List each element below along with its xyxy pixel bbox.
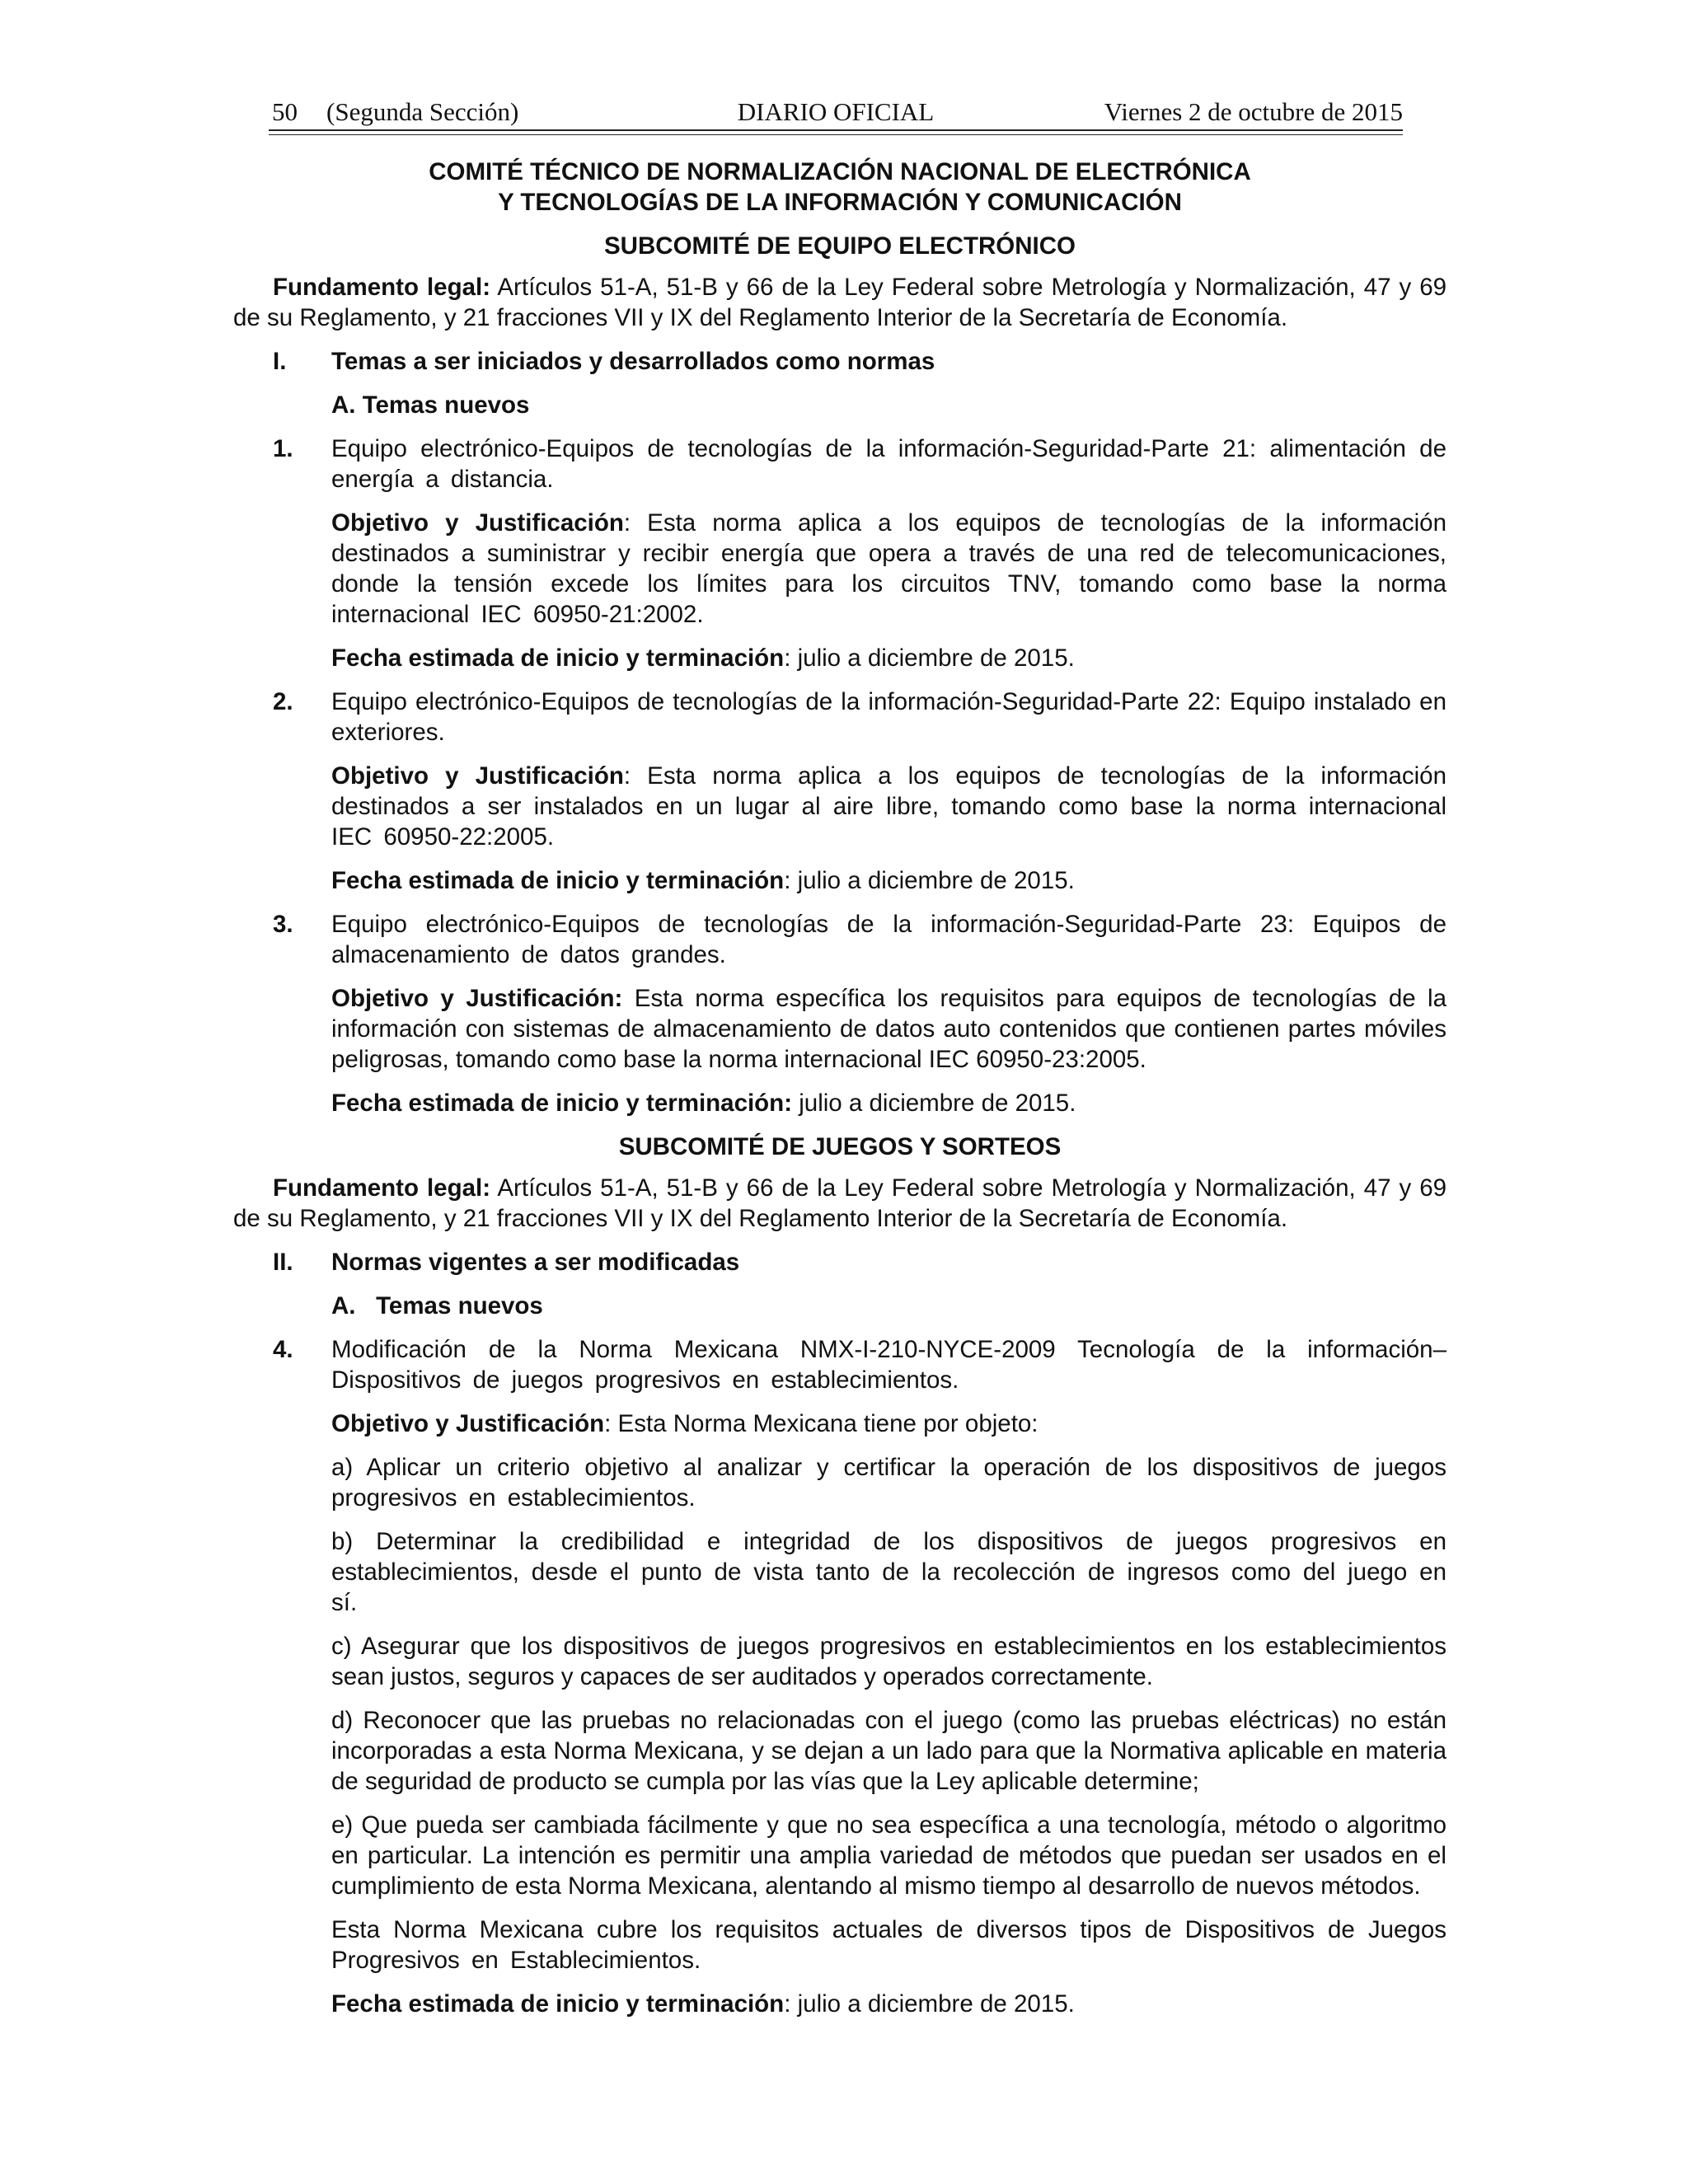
- publication-title: DIARIO OFICIAL: [737, 97, 935, 126]
- section-title: Normas vigentes a ser modificadas: [331, 1249, 740, 1276]
- section-number: II.: [273, 1249, 293, 1276]
- objective-text: Esta norma específica los requisitos para equipos de tecnologías de la información con sistemas de almacenamiento de datos auto contenidos que contienen partes móviles peligrosas, tomando como base la norma internacional IEC 60950-23:2005.: [331, 985, 1447, 1073]
- objective-point: b) Determinar la credibilidad e integridad de los dispositivos de juegos progresivos en establecimientos, desde el punto de vista tanto de la recolección de ingresos como del juego en sí.: [331, 1528, 1447, 1616]
- item-number: 4.: [273, 1336, 293, 1363]
- section-number: I.: [273, 348, 287, 375]
- header-rule-thin: [269, 134, 1403, 135]
- objective-text: : Esta norma aplica a los equipos de tecnologías de la información destinados a suministrar y recibir energía que opera a través de una red de telecomunicaciones, donde la tensión excede los límites para los circuitos TNV, tomando como base la norma internacional IEC 60950-21:2002.: [331, 509, 1447, 628]
- objective-point: c) Asegurar que los dispositivos de juegos progresivos en establecimientos en los establecimientos sean justos, seguros y capaces de ser auditados y operados correctamente.: [331, 1633, 1447, 1690]
- section-title: Temas a ser iniciados y desarrollados como normas: [331, 348, 935, 375]
- section-heading: [233, 1247, 1447, 1277]
- subsection-heading: A. Temas nuevos: [331, 391, 530, 419]
- item-objective: [331, 761, 1447, 852]
- norm-scope: Esta Norma Mexicana cubre los requisitos actuales de diversos tipos de Dispositivos de Juegos Progresivos en Establecimientos.: [331, 1916, 1447, 1974]
- date-text: : julio a diciembre de 2015.: [784, 644, 1075, 672]
- subcommittee-title: SUBCOMITÉ DE EQUIPO ELECTRÓNICO: [603, 232, 1076, 260]
- header-rule: [269, 129, 1403, 131]
- running-header: [269, 92, 1403, 132]
- date-label: Fecha estimada de inicio y terminación: [331, 867, 785, 894]
- legal-basis: [233, 272, 1447, 333]
- item-objective: [331, 983, 1447, 1075]
- document-body: [233, 153, 1447, 2019]
- date-label: Fecha estimada de inicio y terminación: [331, 1990, 785, 2018]
- committee-title-cont: Y TECNOLOGÍAS DE LA INFORMACIÓN Y COMUNICACIÓN: [498, 189, 1182, 216]
- legal-basis-text: Artículos 51-A, 51-B y 66 de la Ley Federal sobre Metrología y Normalización, 47 y 69 de su Reglamento, y 21 fracciones VII y IX del Reglamento Interior de la Secretaría de Economía.: [233, 274, 1447, 331]
- publication-date: Viernes 2 de octubre de 2015: [1104, 97, 1403, 126]
- committee-title: COMITÉ TÉCNICO DE NORMALIZACIÓN NACIONAL DE ELECTRÓNICA: [429, 158, 1251, 185]
- section-heading: [233, 346, 1447, 377]
- item-title: Equipo electrónico-Equipos de tecnologías de la información-Seguridad-Parte 21: alimentación de energía a distancia.: [331, 435, 1447, 493]
- subcommittee-title: SUBCOMITÉ DE JUEGOS Y SORTEOS: [618, 1133, 1062, 1160]
- legal-basis-label: Fundamento legal:: [273, 1174, 491, 1202]
- legal-basis-label: Fundamento legal:: [273, 274, 491, 301]
- item-objective: [331, 1408, 1447, 1439]
- item-title: Equipo electrónico-Equipos de tecnologías de la información-Seguridad-Parte 22: Equipo instalado en exteriores.: [331, 688, 1447, 746]
- section-label: (Segunda Sección): [326, 97, 519, 126]
- objective-label: Objetivo y Justificación: [331, 762, 624, 790]
- item-number: 1.: [273, 435, 293, 462]
- norm-item: [233, 434, 1447, 494]
- item-date: [331, 643, 1447, 673]
- objective-point: d) Reconocer que las pruebas no relacionadas con el juego (como las pruebas eléctricas) no están incorporadas a esta Norma Mexicana, y se dejan a un lado para que la Normativa aplicable en materia de seguridad de producto se cumpla por las vías que la Ley aplicable determine;: [331, 1707, 1447, 1795]
- date-label: Fecha estimada de inicio y terminación:: [331, 1090, 793, 1117]
- objective-label: Objetivo y Justificación: [331, 1410, 605, 1437]
- legal-basis-text: Artículos 51-A, 51-B y 66 de la Ley Federal sobre Metrología y Normalización, 47 y 69 de su Reglamento, y 21 fracciones VII y IX del Reglamento Interior de la Secretaría de Economía.: [233, 1174, 1447, 1232]
- item-date: [331, 1989, 1447, 2019]
- item-date: [331, 865, 1447, 896]
- objective-text: : Esta Norma Mexicana tiene por objeto:: [604, 1410, 1039, 1437]
- item-title: Modificación de la Norma Mexicana NMX-I-210-NYCE-2009 Tecnología de la información–Dispositivos de juegos progresivos en establecimientos.: [331, 1336, 1447, 1394]
- item-number: 2.: [273, 688, 293, 715]
- norm-item: [233, 1334, 1447, 1395]
- item-objective: [331, 508, 1447, 630]
- legal-basis: [233, 1173, 1447, 1234]
- item-title: Equipo electrónico-Equipos de tecnologías de la información-Seguridad-Parte 23: Equipos de almacenamiento de datos grandes.: [331, 911, 1447, 968]
- norm-item: [233, 687, 1447, 748]
- objective-label: Objetivo y Justificación: [331, 509, 624, 537]
- norm-item: [233, 909, 1447, 970]
- date-text: julio a diciembre de 2015.: [792, 1090, 1076, 1117]
- item-number: 3.: [273, 911, 293, 938]
- date-text: : julio a diciembre de 2015.: [784, 867, 1075, 894]
- objective-label: Objetivo y Justificación:: [331, 985, 623, 1012]
- page-number: 50: [272, 97, 298, 126]
- objective-text: : Esta norma aplica a los equipos de tecnologías de la información destinados a ser instalados en un lugar al aire libre, tomando como base la norma internacional IEC 60950-22:2005.: [331, 762, 1447, 851]
- date-text: : julio a diciembre de 2015.: [784, 1990, 1075, 2018]
- subsection-heading: A. Temas nuevos: [331, 1292, 543, 1319]
- date-label: Fecha estimada de inicio y terminación: [331, 644, 785, 672]
- item-date: [331, 1088, 1447, 1118]
- objective-point: a) Aplicar un criterio objetivo al analizar y certificar la operación de los dispositivos de juegos progresivos en establecimientos.: [331, 1454, 1447, 1511]
- objective-point: e) Que pueda ser cambiada fácilmente y que no sea específica a una tecnología, método o algoritmo en particular. La intención es permitir una amplia variedad de métodos que puedan ser usados en el cumplimiento de esta Norma Mexicana, alentando al mismo tiempo al desarrollo de nuevos métodos.: [331, 1811, 1447, 1900]
